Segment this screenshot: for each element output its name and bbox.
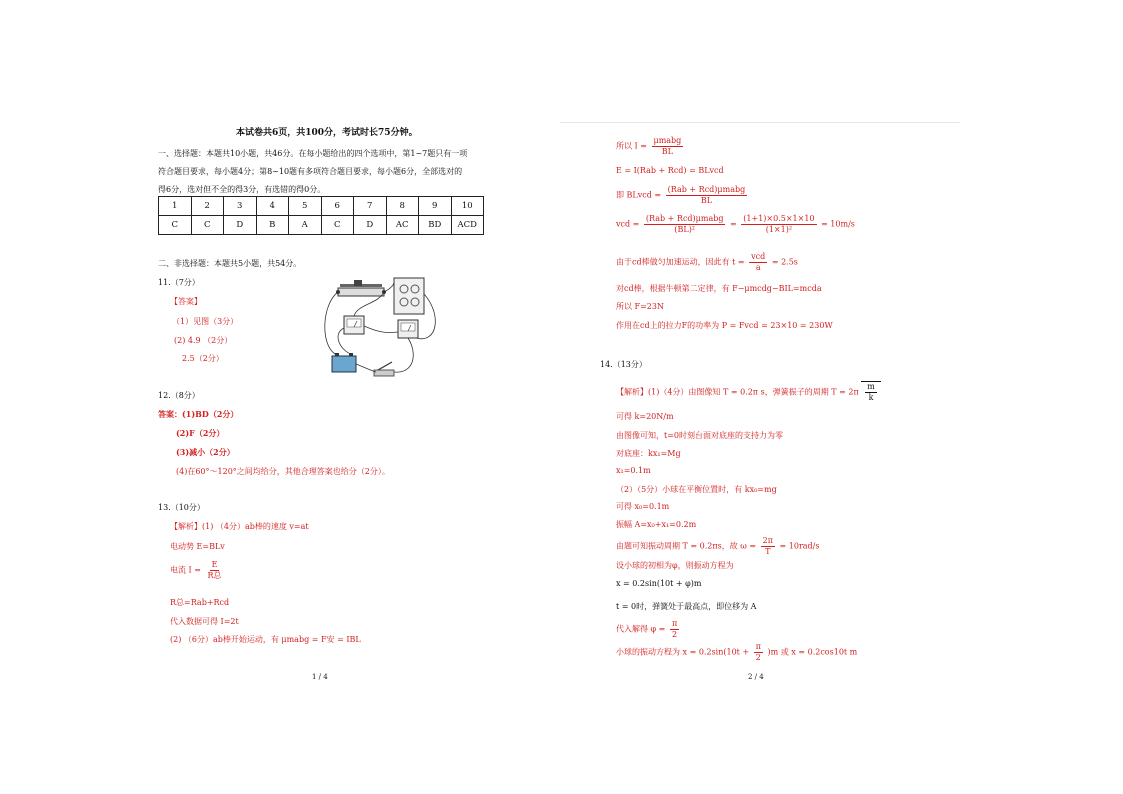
table-cell: ACD [451, 216, 484, 235]
q13-line-5: 代入数据可得 I=2t [170, 617, 239, 626]
q11-title: 11.（7分） [158, 278, 200, 287]
q14-line-11: x = 0.2sin(10t + φ)m [616, 579, 702, 588]
table-cell: 9 [419, 197, 452, 216]
switch-icon [374, 362, 394, 376]
fraction-numerator: π [671, 619, 678, 628]
q12-answer-2: (2)F（2分） [176, 428, 225, 438]
q12-answer-4: (4)在60°～120°之间均给分，其他合理答案也给分（2分）。 [176, 467, 390, 476]
exam-header: 本试卷共6页，共100分，考试时长75分钟。 [236, 128, 418, 138]
section1-line1: 一、选择题：本题共10小题，共46分。在每小题给出的四个选项中，第1~7题只有一项 [158, 149, 468, 158]
q13-line-2: 电动势 E=BLv [170, 542, 225, 551]
q13-title: 13.（10分） [158, 503, 205, 512]
q14-line-14 [616, 642, 857, 663]
q14-line-14-end: )m 或 x = 0.2cos10t m [767, 647, 858, 657]
q14-title: 14.（13分） [600, 360, 647, 369]
fraction-denominator: (BL)² [674, 225, 696, 234]
q12-title: 12.（8分） [158, 391, 200, 400]
q14-line-6: （2）（5分）小球在平衡位置时，有 kx₀=mg [616, 485, 777, 494]
q12-answer-3: (3)减小（2分） [176, 447, 235, 457]
fraction [652, 136, 684, 157]
equals-sign: = [730, 219, 737, 229]
sqrt-expression [861, 381, 881, 403]
q14-line-7: 可得 x₀=0.1m [616, 502, 670, 511]
right-page [560, 0, 1123, 794]
table-cell: D [224, 216, 257, 235]
fraction-numerator: π [755, 642, 761, 651]
left-page [0, 0, 560, 794]
fraction-numerator: vcd [751, 252, 766, 261]
r-line-1-text: 所以 I = [616, 141, 647, 151]
battery-icon [332, 353, 356, 372]
q14-line-13 [616, 619, 681, 640]
q13-line-3 [170, 560, 226, 581]
q14-line-8: 振幅 A=x₀+x₁=0.2m [616, 520, 697, 529]
fraction [670, 619, 679, 640]
fraction-numerator: 2π [762, 536, 773, 545]
q14-line-1-text: 【解析】(1)（4分）由图像知 T = 0.2π s，弹簧振子的周期 T = 2π [616, 387, 859, 397]
q11-answer-label: 【答案】 [170, 297, 202, 306]
table-cell: BD [419, 216, 452, 235]
r-line-5-result: = 2.5s [771, 257, 798, 267]
page-number: 1 / 4 [312, 673, 328, 681]
q13-line-3-text: 电流 I = [170, 565, 201, 575]
q11-answer-1: （1）见图（3分） [172, 317, 239, 326]
q13-line-1: 【解析】(1) （4分）ab棒的速度 v=at [170, 522, 309, 531]
table-cell: C [159, 216, 192, 235]
r-line-6: 对cd棒，根据牛顿第二定律，有 F−μmcdg−BIL=mcda [616, 284, 822, 293]
r-line-5 [616, 252, 798, 273]
current-fraction [206, 560, 224, 581]
fraction-denominator: BL [661, 147, 673, 156]
q13-line-6: (2) （6分）ab棒开始运动，有 μmabg = F安 = IBL [170, 635, 361, 644]
fraction [754, 642, 763, 663]
section1-line3: 得6分，选对但不全的得3分，有选错的得0分。 [158, 185, 326, 194]
fraction-numerator: μmabg [653, 136, 682, 145]
fraction [666, 185, 748, 206]
fraction-denominator: (1×1)² [765, 225, 793, 234]
q11-answer-2: (2) 4.9 （2分） [174, 336, 233, 345]
fraction-numerator: (1+1)×0.5×1×10 [743, 214, 815, 223]
q11-answer-3: 2.5（2分） [182, 354, 224, 363]
section2-heading: 二、非选择题：本题共5小题，共54分。 [158, 259, 302, 268]
table-cell: A [289, 216, 322, 235]
page-number: 2 / 4 [748, 673, 764, 681]
fraction-denominator: 2 [672, 630, 678, 639]
q14-line-1 [616, 381, 881, 403]
r-line-3 [616, 185, 749, 206]
q14-line-13-text: 代入解得 φ = [616, 624, 666, 634]
circuit-diagram [318, 274, 448, 386]
fraction-denominator: k [868, 393, 874, 402]
r-line-8: 作用在cd上的拉力F的功率为 P = Fvcd = 23×10 = 230W [616, 321, 833, 330]
fraction-denominator: BL [700, 196, 713, 205]
fraction-numerator: m [867, 382, 875, 391]
table-cell: 1 [159, 197, 192, 216]
rheostat-icon [336, 280, 386, 296]
table-cell: 8 [386, 197, 419, 216]
r-line-4-text: vcd = [616, 219, 640, 229]
table-row-answers [159, 216, 484, 235]
voltmeter-icon [344, 316, 364, 334]
table-cell: AC [386, 216, 419, 235]
r-line-7: 所以 F=23N [616, 302, 664, 311]
q14-line-4: 对底座：kx₁=Mg [616, 449, 681, 458]
table-cell: B [256, 216, 289, 235]
r-line-2: E = I(Rab + Rcd) = BLvcd [616, 166, 724, 175]
table-cell: 7 [354, 197, 387, 216]
q14-line-9-text: 由题可知振动周期 T = 0.2πs，故 ω = [616, 541, 757, 551]
q14-line-9 [616, 536, 819, 557]
fraction-numerator: (Rab + Rcd)μmabg [667, 185, 746, 194]
table-cell: 3 [224, 197, 257, 216]
q14-line-9-result: = 10rad/s [779, 541, 820, 551]
section1-line2: 符合题目要求，每小题4分；第8~10题有多项符合题目要求，每小题6分，全部选对的 [158, 167, 463, 176]
r-line-4 [616, 214, 855, 235]
r-line-5-text: 由于cd棒做匀加速运动，因此有 t = [616, 257, 745, 267]
table-cell: 4 [256, 197, 289, 216]
table-cell: C [191, 216, 224, 235]
table-cell: 6 [321, 197, 354, 216]
q14-line-12: t = 0时，弹簧处于最高点，即位移为 A [616, 602, 757, 611]
r-line-3-text: 即 BLvcd = [616, 190, 662, 200]
q12-answer-1: 答案：(1)BD（2分） [158, 409, 239, 419]
table-cell: D [354, 216, 387, 235]
resistance-box-icon [394, 278, 424, 314]
q14-line-14-text: 小球的振动方程为 x = 0.2sin(10t + [616, 647, 750, 657]
table-cell: 2 [191, 197, 224, 216]
r-line-4-result: = 10m/s [821, 219, 855, 229]
table-cell: 5 [289, 197, 322, 216]
q14-line-2: 可得 k=20N/m [616, 412, 674, 421]
fraction [761, 536, 775, 557]
q13-line-4: R总=Rab+Rcd [170, 598, 230, 607]
q14-line-5: x₁=0.1m [616, 466, 651, 475]
table-row-numbers [159, 197, 484, 216]
table-cell: C [321, 216, 354, 235]
fraction-denominator: R总 [207, 571, 222, 580]
fraction [741, 214, 816, 235]
q14-line-10: 设小球的初相为φ，则振动方程为 [616, 561, 734, 570]
table-cell: 10 [451, 197, 484, 216]
fraction [865, 382, 877, 403]
fraction-numerator: (Rab + Rcd)μmabg [645, 214, 724, 223]
ammeter-icon [398, 320, 418, 338]
fraction-numerator: E [211, 560, 218, 569]
fraction [644, 214, 726, 235]
fraction [749, 252, 767, 273]
answer-table [158, 196, 484, 235]
fraction-denominator: T [765, 547, 771, 556]
r-line-1 [616, 136, 685, 157]
fraction-denominator: a [755, 263, 761, 272]
q14-line-3: 由图像可知，t=0时刻台面对底座的支持力为零 [616, 431, 784, 440]
fraction-denominator: 2 [755, 653, 761, 662]
